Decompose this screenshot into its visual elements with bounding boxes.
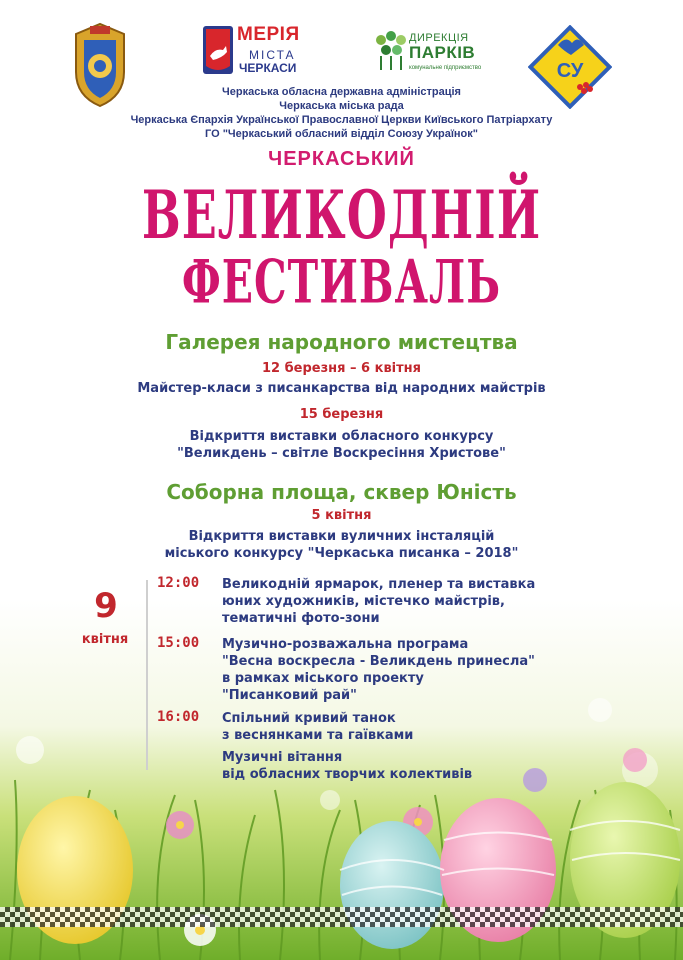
trees-icon	[375, 30, 407, 74]
gallery-opening-date: 15 березня	[299, 407, 384, 422]
schedule-event-line: Музичні вітання	[222, 750, 343, 765]
schedule-time: 16:00	[157, 709, 200, 725]
square-installation-text: Відкриття виставки вуличних інсталяцій	[188, 529, 495, 544]
schedule-event	[222, 749, 472, 783]
parks-directorate-logo	[375, 30, 485, 90]
checker-pattern-icon	[0, 902, 683, 932]
schedule-event	[222, 636, 535, 704]
parks-title: ДИРЕКЦІЯ	[409, 32, 469, 44]
square-date: 5 квітня	[311, 508, 372, 523]
gallery-exhibition-name: "Великдень – світле Воскресіння Христове"	[177, 446, 506, 461]
parks-type: комунальне підприємство	[409, 65, 482, 71]
meria-city: ЧЕРКАСИ	[239, 61, 297, 75]
meria-subtitle: МІСТА	[249, 48, 296, 62]
meria-title: МЕРІЯ	[237, 24, 300, 45]
festival-title-line1: ВЕЛИКОДНІЙ	[141, 175, 542, 255]
schedule-event	[222, 710, 413, 744]
square-contest-name: міського конкурсу "Черкаська писанка – 2018"	[164, 546, 519, 561]
parks-name: ПАРКІВ	[409, 43, 476, 62]
schedule-event-line: від обласних творчих колективів	[222, 767, 473, 782]
checkered-ribbon	[0, 902, 683, 932]
schedule-divider	[146, 580, 148, 770]
schedule-day-month: квітня	[81, 632, 129, 647]
organizer-line: Черкаська міська рада	[279, 100, 404, 112]
festival-subtitle: ЧЕРКАСЬКИЙ	[268, 148, 415, 170]
gallery-date-range: 12 березня – 6 квітня	[261, 361, 421, 376]
organizer-line: Черкаська обласна державна адміністрація	[222, 86, 461, 98]
schedule-event-line: з веснянками та гаївками	[222, 728, 414, 743]
schedule-event-line: "Писанковий рай"	[222, 688, 357, 703]
schedule-event-line: юних художників, містечко майстрів,	[222, 594, 505, 609]
gallery-exhibition-text: Відкриття виставки обласного конкурсу	[189, 429, 494, 444]
schedule-event-line: "Весна воскресла - Великдень принесла"	[222, 654, 535, 669]
organizer-line: ГО "Черкаський обласний відділ Союзу Українок"	[204, 128, 478, 140]
schedule-event-line: в рамках міського проекту	[222, 671, 424, 686]
soyuz-ukrainok-letters: СУ	[556, 60, 584, 82]
festival-title-line2: ФЕСТИВАЛЬ	[181, 247, 502, 317]
gallery-masterclass-text: Майстер-класи з писанкарства від народних майстрів	[137, 381, 546, 396]
schedule-event	[222, 576, 535, 627]
meria-cherkasy-logo	[203, 26, 313, 90]
schedule-event-line: Музично-розважальна програма	[222, 637, 469, 652]
schedule-event-line: тематичні фото-зони	[222, 611, 380, 626]
organizer-line: Черкаська Єпархія Української Православної Церкви Київського Патріархату	[130, 114, 553, 126]
schedule-day-number: 9	[94, 586, 118, 626]
schedule-time: 15:00	[157, 635, 200, 651]
square-section-title: Соборна площа, сквер Юність	[166, 480, 517, 504]
gallery-section-title: Галерея народного мистецтва	[165, 330, 518, 354]
schedule-time: 12:00	[157, 575, 200, 591]
schedule-event-line: Великодній ярмарок, пленер та виставка	[222, 577, 536, 592]
city-horse-icon	[203, 26, 233, 74]
schedule-event-line: Спільний кривий танок	[222, 711, 396, 726]
